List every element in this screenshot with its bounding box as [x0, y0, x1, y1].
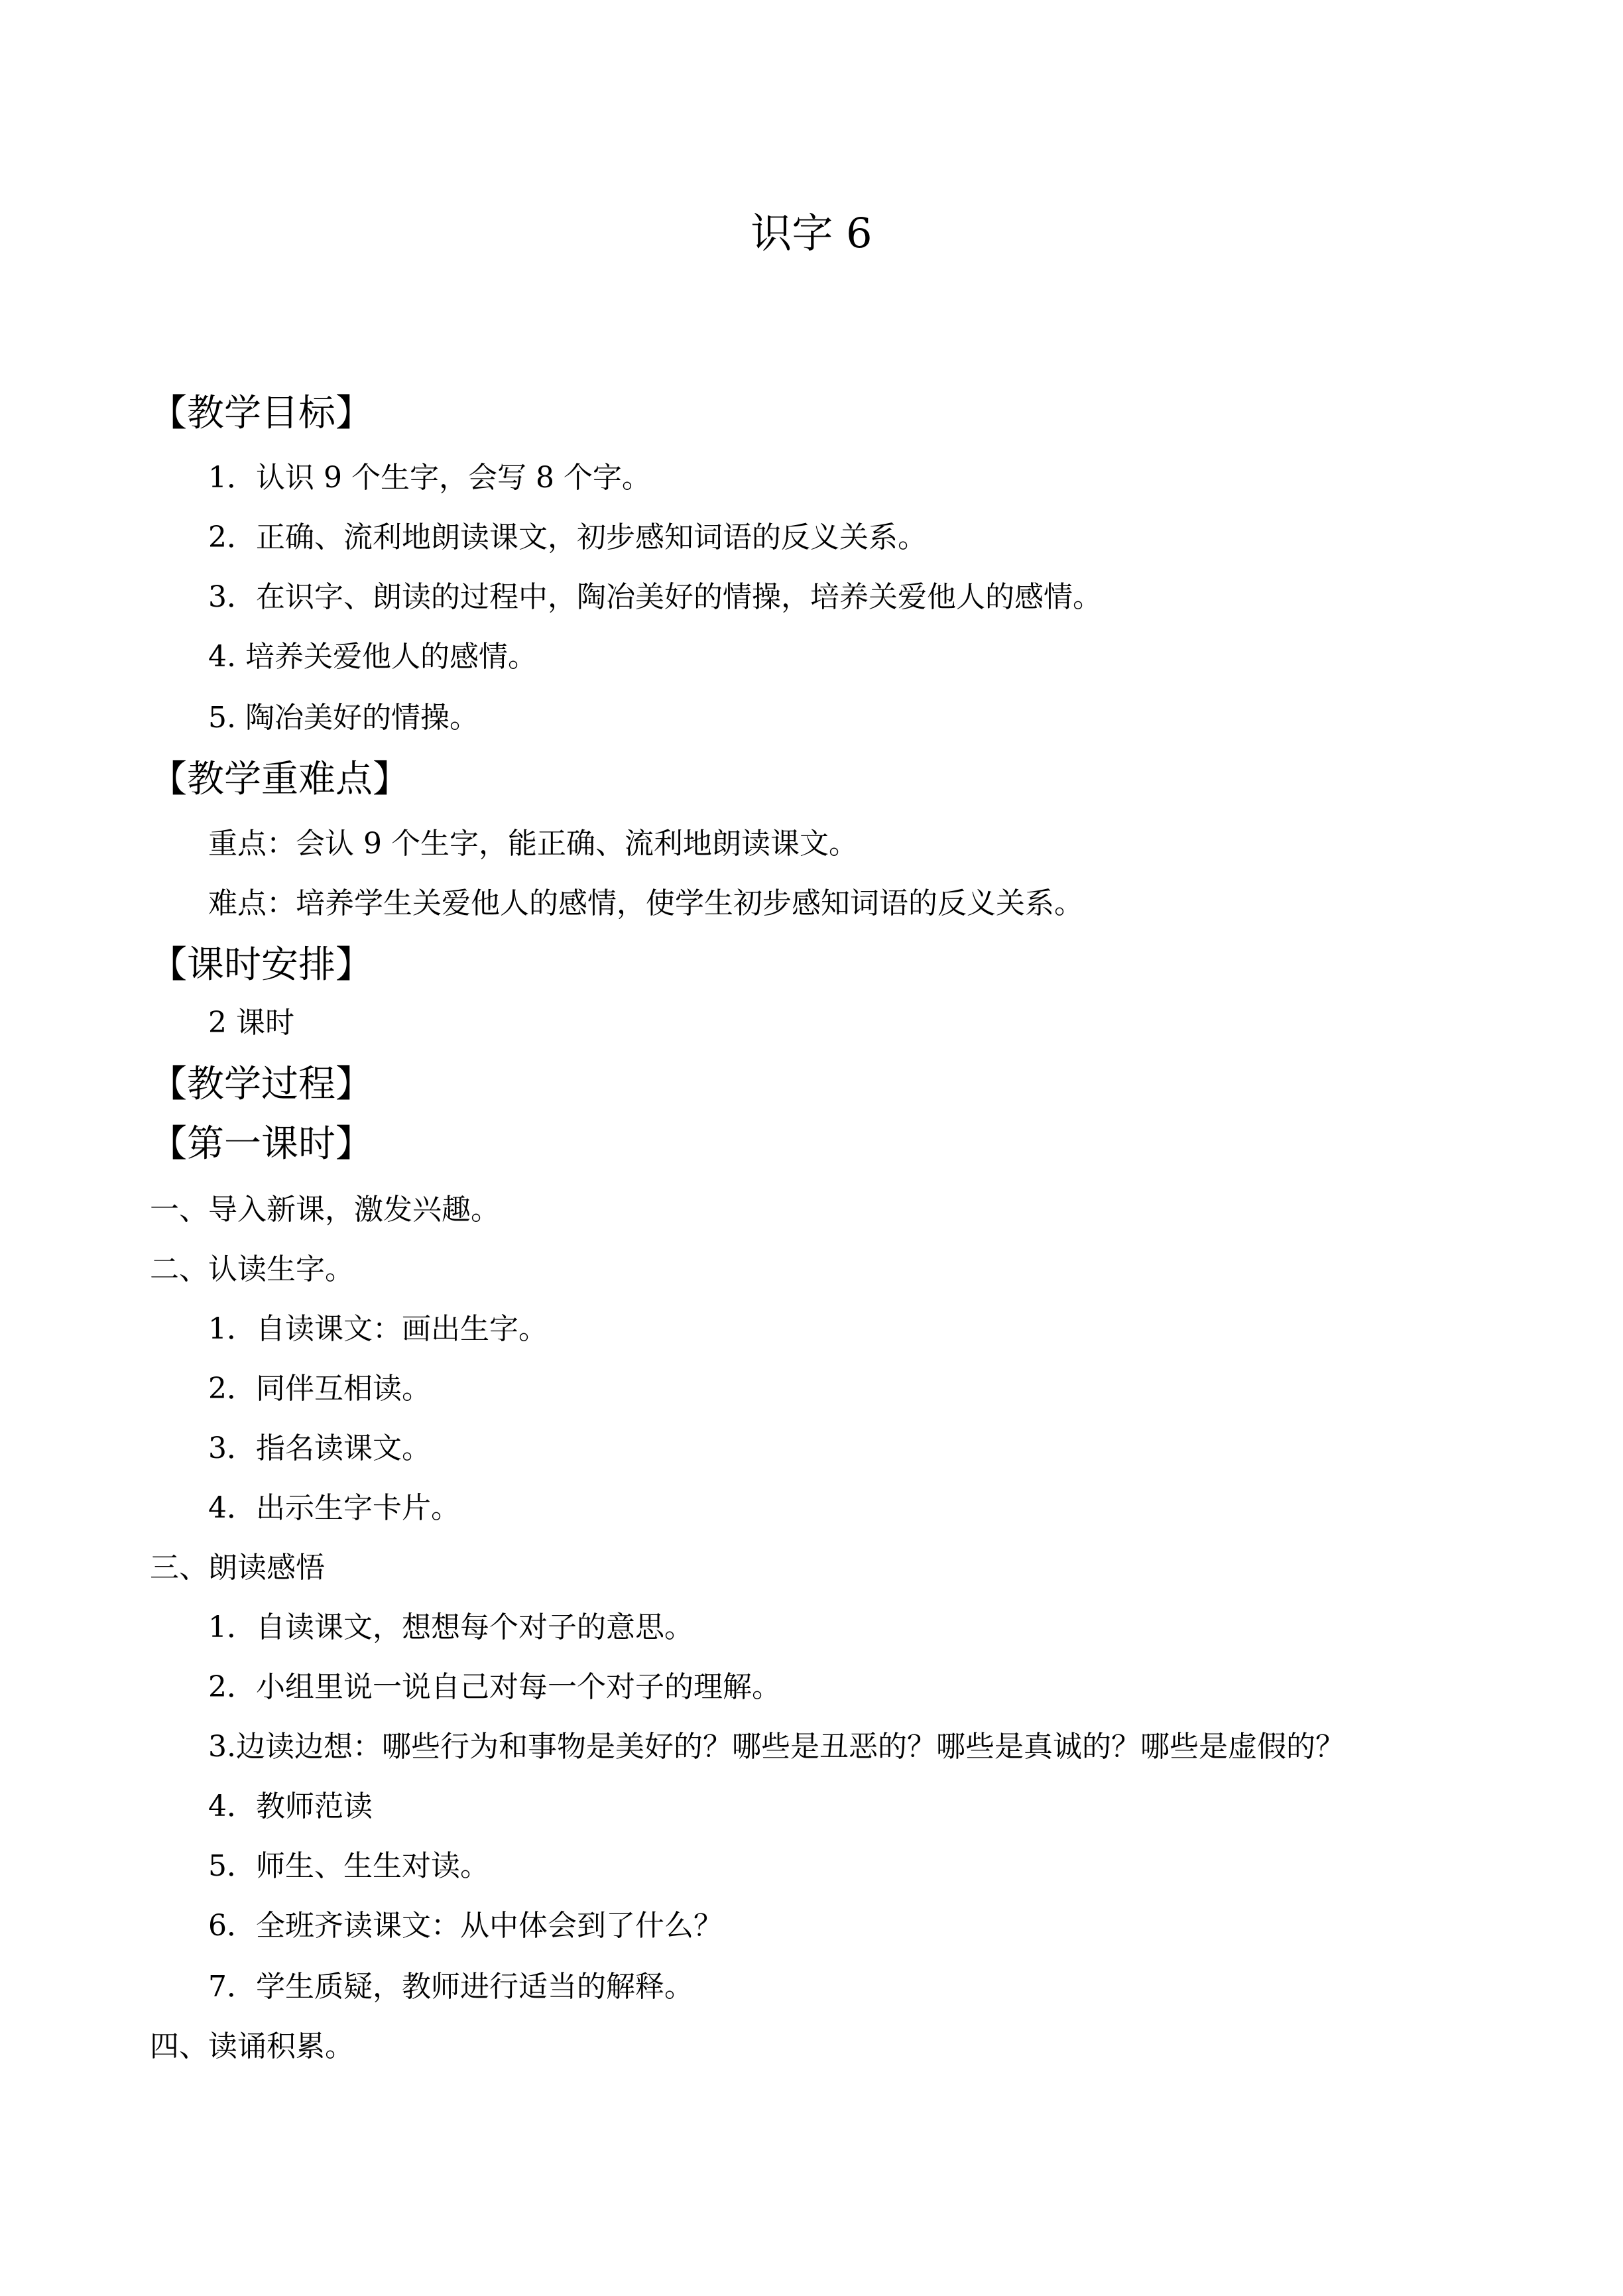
- objective-item-5: 5. 陶冶美好的情操。: [208, 701, 479, 735]
- list-item: 5．师生、生生对读。: [208, 1849, 489, 1883]
- objective-item-2: 2．正确、流利地朗读课文，初步感知词语的反义关系。: [208, 520, 927, 554]
- section-title: 一、导入新课，激发兴趣。: [150, 1193, 500, 1227]
- section-title: 二、认读生字。: [150, 1252, 354, 1286]
- document-title: 识字 6: [751, 209, 872, 257]
- schedule-value: 2 课时: [208, 1006, 294, 1040]
- heading-first-lesson: 【第一课时】: [150, 1122, 373, 1166]
- heading-schedule: 【课时安排】: [150, 943, 373, 987]
- heading-key-points: 【教学重难点】: [150, 758, 410, 801]
- list-item: 1．自读课文，想想每个对子的意思。: [208, 1610, 693, 1644]
- list-item: 7．学生质疑，教师进行适当的解释。: [208, 1970, 693, 2004]
- objective-item-4: 4. 培养关爱他人的感情。: [208, 640, 537, 674]
- difficulty-item: 难点：培养学生关爱他人的感情，使学生初步感知词语的反义关系。: [208, 886, 1083, 920]
- list-item: 6．全班齐读课文：从中体会到了什么？: [208, 1909, 723, 1943]
- heading-process: 【教学过程】: [150, 1063, 373, 1106]
- section-title: 三、朗读感悟: [150, 1551, 325, 1585]
- section-title: 四、读诵积累。: [150, 2029, 354, 2063]
- heading-objectives: 【教学目标】: [150, 392, 373, 435]
- objective-item-3: 3．在识字、朗读的过程中，陶冶美好的情操，培养关爱他人的感情。: [208, 580, 1102, 614]
- key-point-item: 重点：会认 9 个生字，能正确、流利地朗读课文。: [208, 827, 858, 861]
- list-item: 4．出示生字卡片。: [208, 1491, 460, 1525]
- objective-item-1: 1．认识 9 个生字，会写 8 个字。: [208, 461, 651, 495]
- list-item: 3.边读边想：哪些行为和事物是美好的？哪些是丑恶的？哪些是真诚的？哪些是虚假的？: [208, 1730, 1345, 1764]
- list-item: 2．同伴互相读。: [208, 1372, 431, 1406]
- list-item: 4．教师范读: [208, 1789, 373, 1823]
- list-item: 1．自读课文：画出生字。: [208, 1312, 548, 1346]
- list-item: 2．小组里说一说自己对每一个对子的理解。: [208, 1670, 781, 1704]
- list-item: 3．指名读课文。: [208, 1431, 431, 1465]
